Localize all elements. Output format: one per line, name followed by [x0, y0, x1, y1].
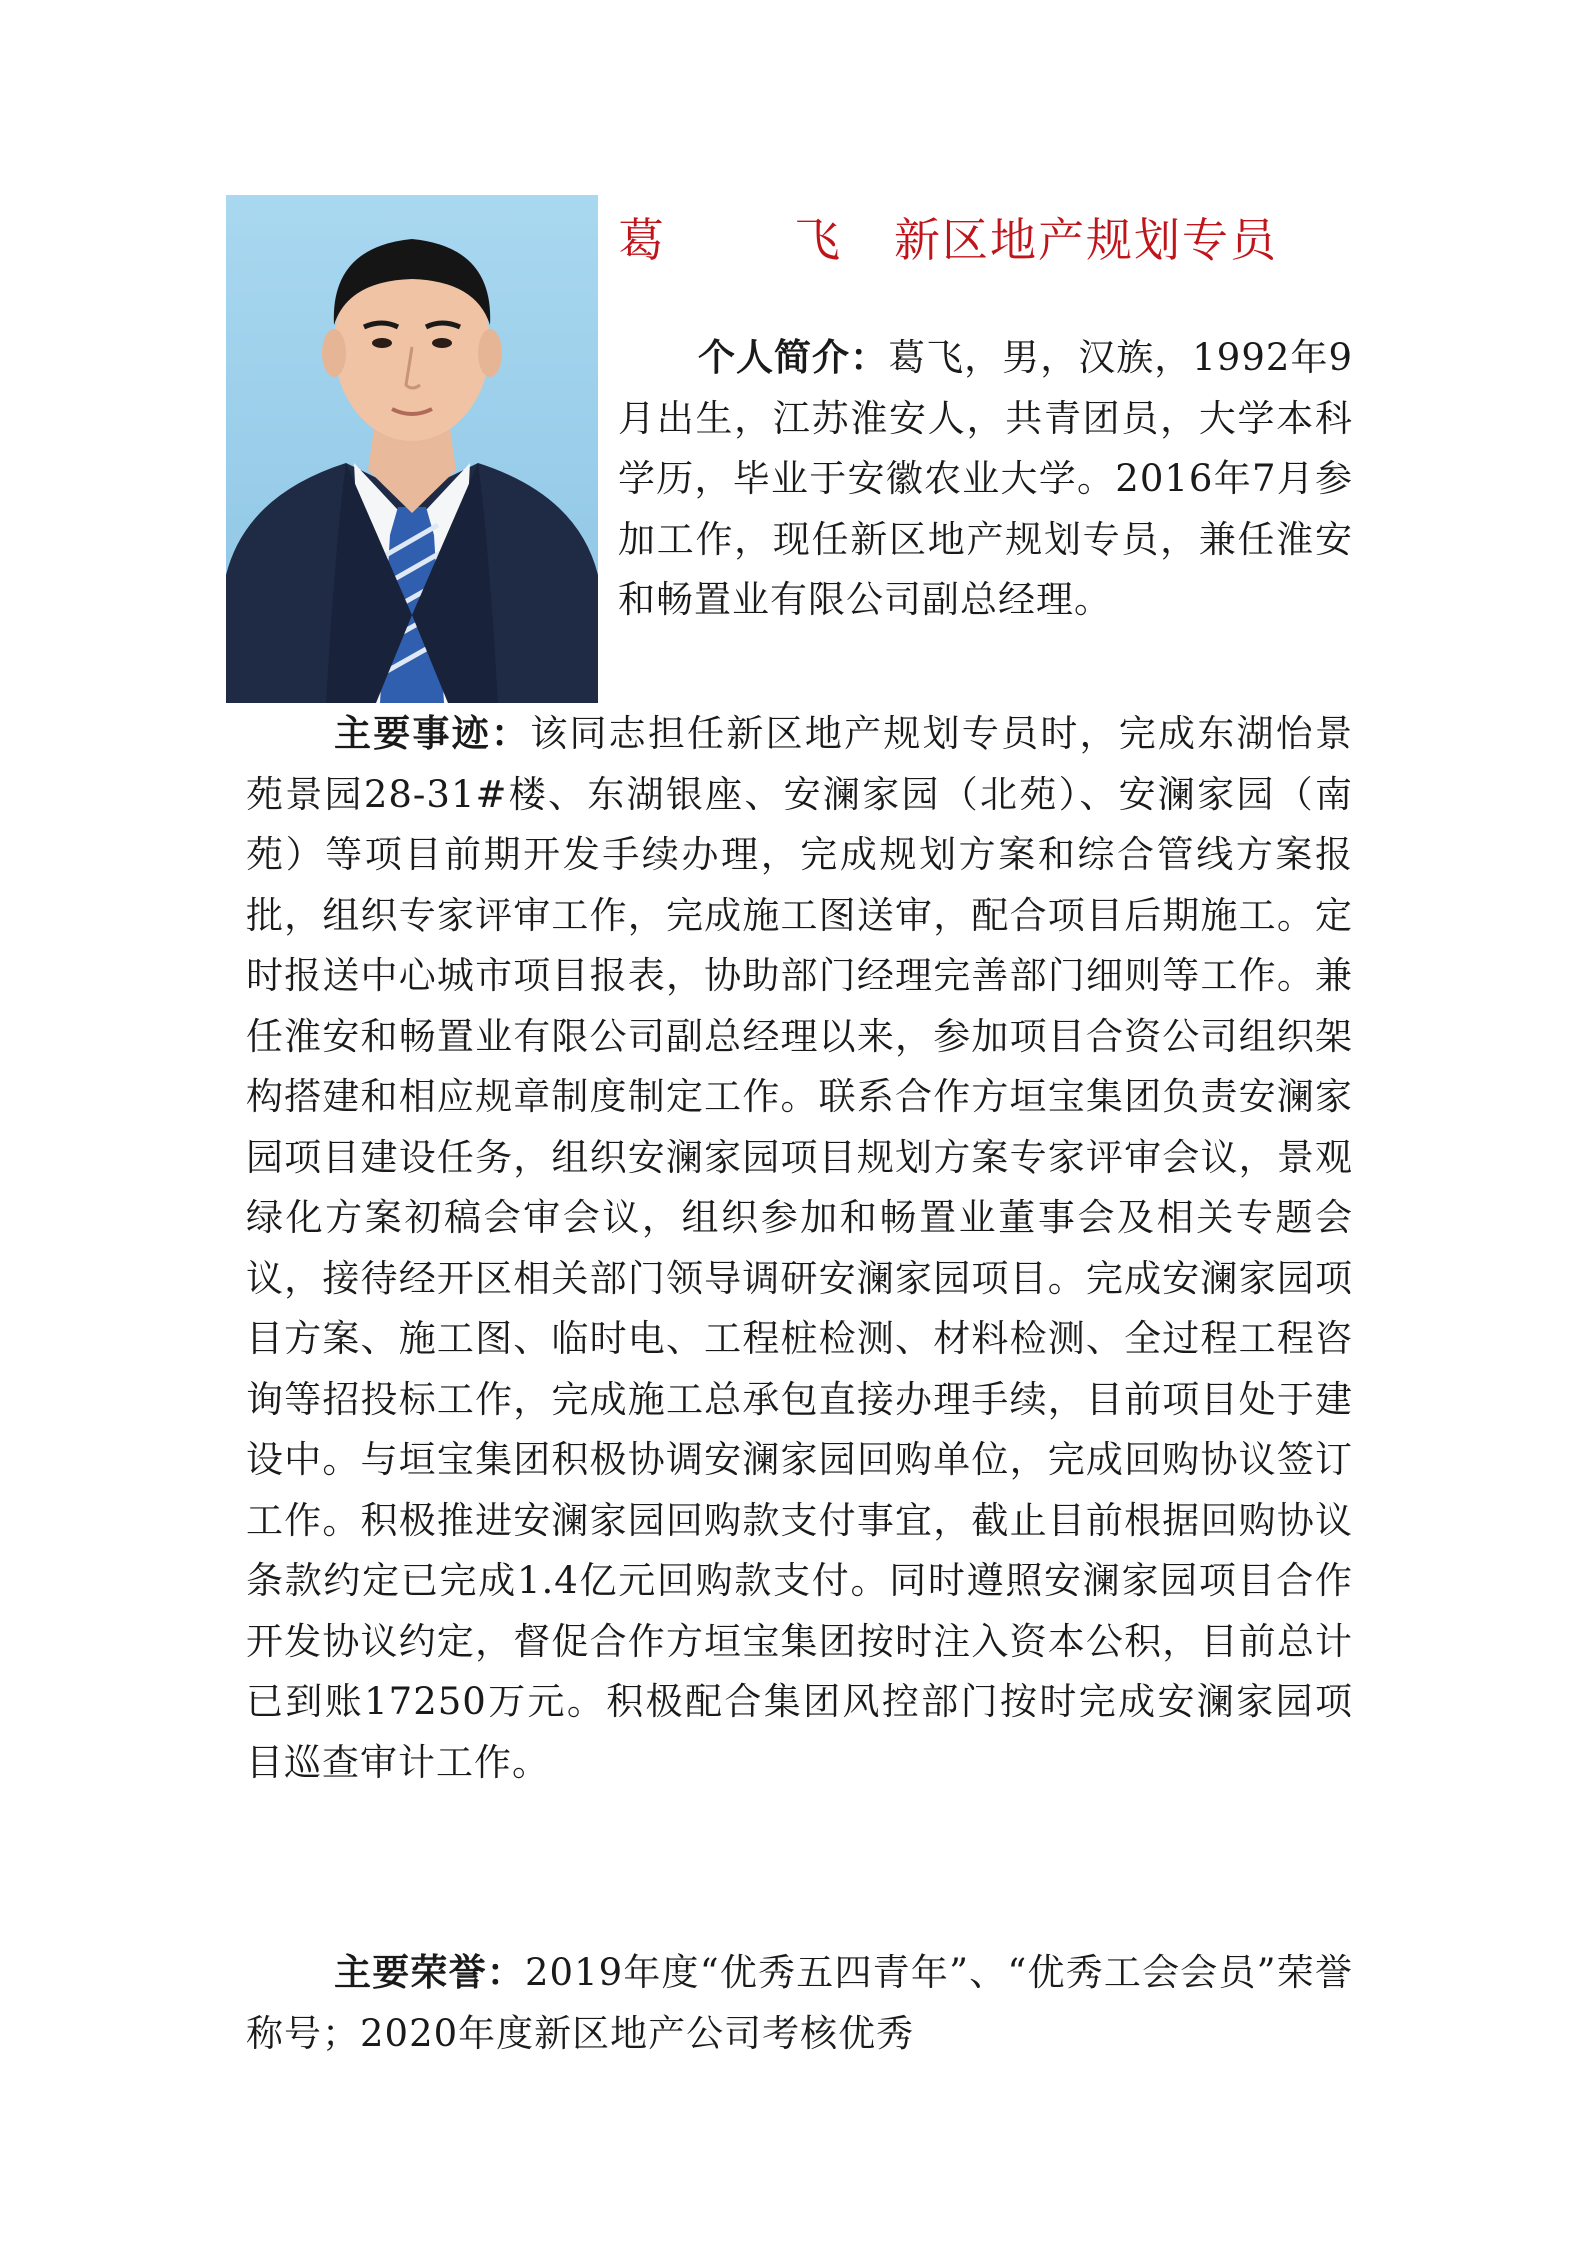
intro-text: 葛飞，男，汉族，1992年9月出生，江苏淮安人，共青团员，大学本科学历，毕业于安徽农业大学。2016年7月参加工作，现任新区地产规划专员，兼任淮安和畅置业有限公司副总经理。 [618, 336, 1354, 621]
honors-paragraph [246, 1942, 1353, 2064]
intro-label: 个人简介： [698, 335, 889, 379]
portrait-photo-icon [226, 195, 598, 703]
portrait-photo [226, 195, 598, 703]
person-name: 葛 飞 [618, 213, 882, 267]
honors-text: 2019年度“优秀五四青年”、“优秀工会会员”荣誉称号；2020年度新区地产公司考核优秀 [246, 1951, 1354, 2055]
honors-label: 主要荣誉： [334, 1950, 525, 1994]
deeds-text: 该同志担任新区地产规划专员时，完成东湖怡景苑景园28-31#楼、东湖银座、安澜家园（北苑）、安澜家园（南苑）等项目前期开发手续办理，完成规划方案和综合管线方案报批，组织专家评审工作，完成施工图送审，配合项目后期施工。定时报送中心城市项目报表，协助部门经理完善部门细则等工作。兼任淮安和畅置业有限公司副总经理以来，参加项目合资公司组织架构搭建和相应规章制度制定工作。联系合作方垣宝集团负责安澜家园项目建设任务，组织安澜家园项目规划方案专家评审会议，景观绿化方案初稿会审会议，组织参加和畅置业董事会及相关专题会议，接待经开区相关部门领导调研安澜家园项目。完成安澜家园项目方案、施工图、临时电、工程桩检测、材料检测、全过程工程咨询等招投标工作，完成施工总承包直接办理手续，目前项目处于建设中。与垣宝集团积极协调安澜家园回购单位，完成回购协议签订工作。积极推进安澜家园回购款支付事宜，截止目前根据回购协议条款约定已完成1.4亿元回购款支付。同时遵照安澜家园项目合作开发协议约定，督促合作方垣宝集团按时注入资本公积，目前总计已到账17250万元。积极配合集团风控部门按时完成安澜家园项目巡查审计工作。 [246, 712, 1354, 1784]
job-title: 新区地产规划专员 [894, 213, 1278, 267]
profile-heading [618, 208, 1278, 272]
intro-paragraph [618, 327, 1353, 631]
deeds-label: 主要事迹： [334, 711, 531, 755]
deeds-paragraph [246, 703, 1353, 1793]
